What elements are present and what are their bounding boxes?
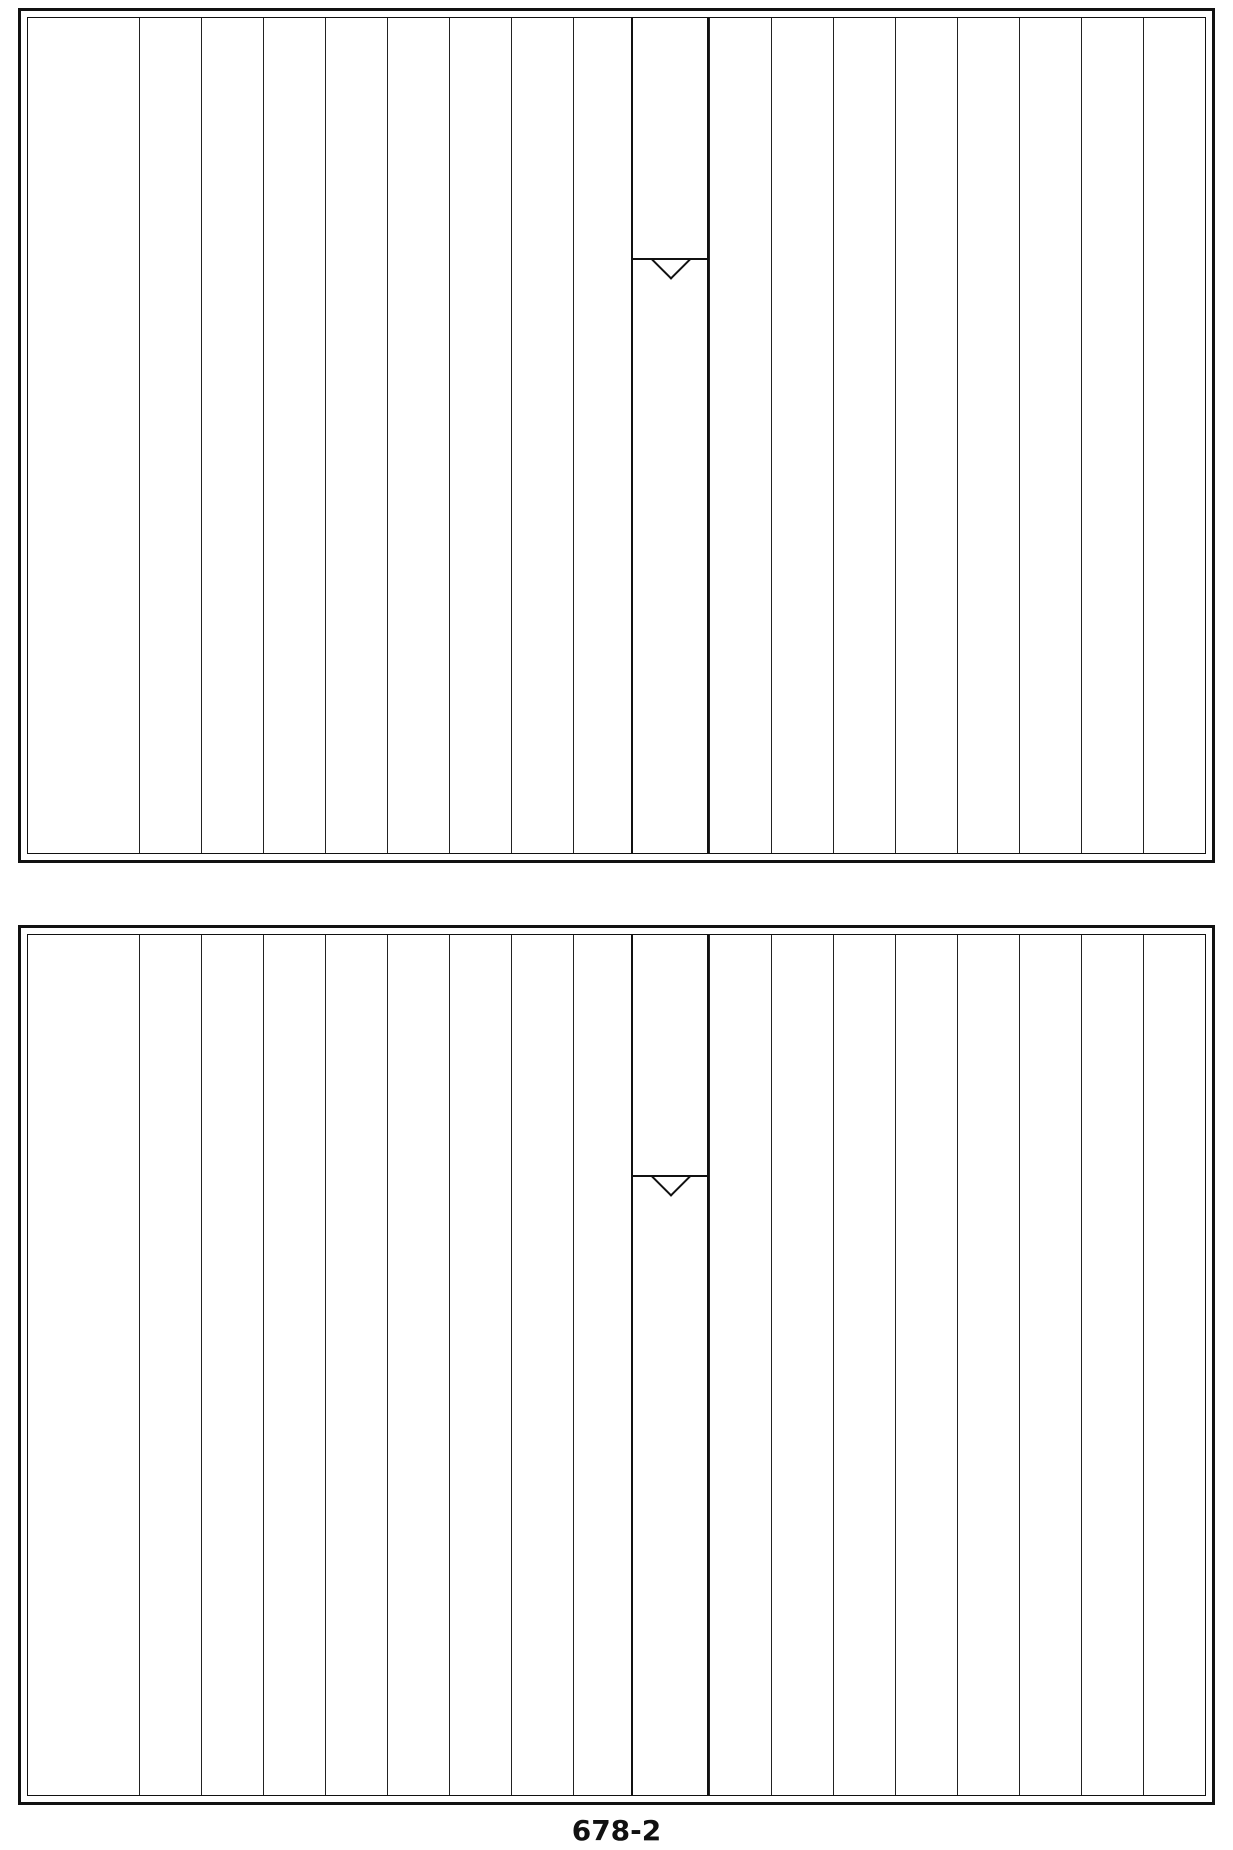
text-column	[263, 935, 325, 1795]
scan-page-number: 678-2	[571, 1814, 662, 1847]
text-column	[325, 18, 387, 853]
text-column	[387, 935, 449, 1795]
text-column	[139, 18, 201, 853]
text-column	[957, 935, 1019, 1795]
fish-tail-mark	[633, 258, 707, 300]
text-column	[1143, 18, 1205, 853]
text-column	[833, 18, 895, 853]
text-column	[511, 935, 573, 1795]
text-column	[1019, 935, 1081, 1795]
text-column	[77, 935, 139, 1795]
text-column	[449, 18, 511, 853]
text-column	[833, 935, 895, 1795]
center-banner	[631, 935, 709, 1795]
text-column	[771, 935, 833, 1795]
text-column	[263, 18, 325, 853]
text-column	[957, 18, 1019, 853]
text-column	[1081, 935, 1143, 1795]
text-column	[387, 18, 449, 853]
text-column	[201, 935, 263, 1795]
text-column	[449, 935, 511, 1795]
text-column	[573, 18, 635, 853]
text-column	[709, 935, 771, 1795]
lower-page	[18, 925, 1215, 1805]
text-column	[1143, 935, 1205, 1795]
text-column	[895, 18, 957, 853]
text-column	[139, 935, 201, 1795]
text-column	[709, 18, 771, 853]
text-column	[325, 935, 387, 1795]
text-column	[1019, 18, 1081, 853]
text-column	[895, 935, 957, 1795]
fish-tail-mark	[633, 1175, 707, 1217]
text-column	[1081, 18, 1143, 853]
upper-page	[18, 8, 1215, 863]
center-banner	[631, 18, 709, 853]
text-column	[573, 935, 635, 1795]
text-column	[201, 18, 263, 853]
text-column	[77, 18, 139, 853]
text-column	[771, 18, 833, 853]
text-column	[511, 18, 573, 853]
